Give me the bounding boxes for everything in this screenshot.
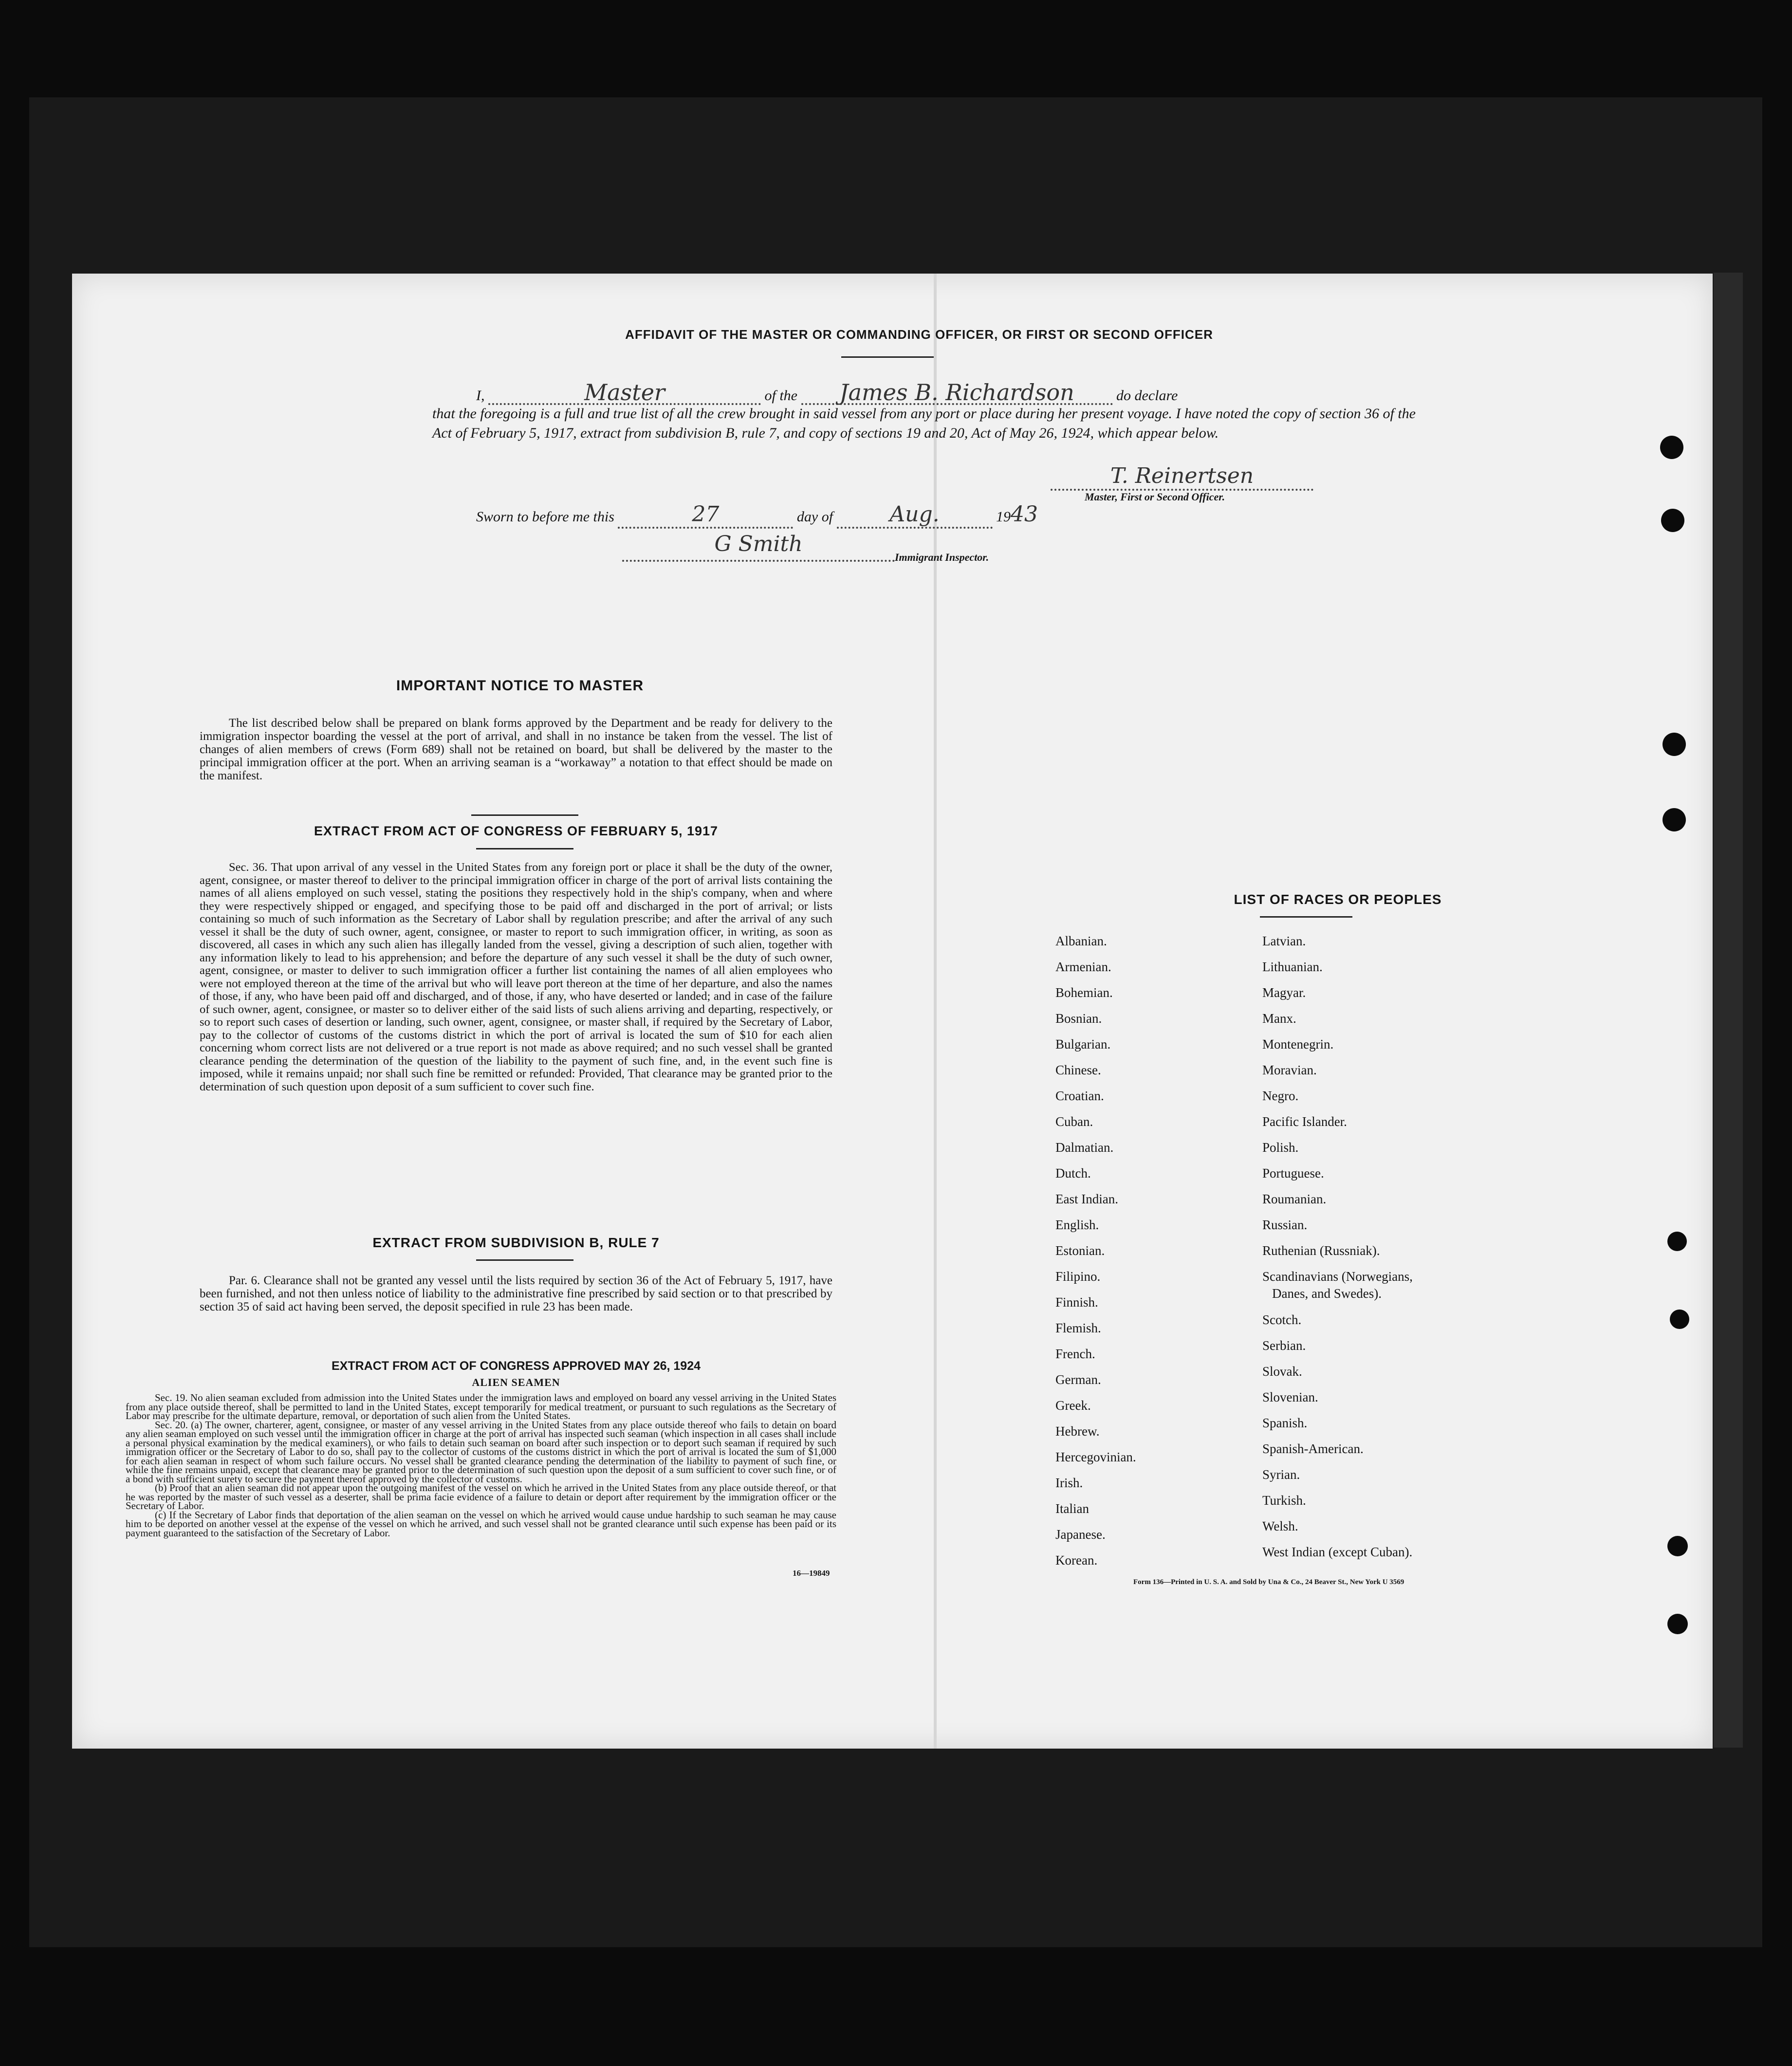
race-item-right: Magyar. — [1262, 985, 1306, 1000]
act-1924-heading: EXTRACT FROM ACT OF CONGRESS APPROVED MAY 26, 1924 — [331, 1359, 701, 1373]
signature-caption: Master, First or Second Officer. — [1085, 491, 1225, 503]
binder-hole — [1670, 1310, 1689, 1329]
race-item-left: Bohemian. — [1055, 985, 1113, 1000]
sworn-prefix: Sworn to before me this — [476, 509, 614, 525]
act-1917-rule — [476, 848, 573, 849]
race-item-left: French. — [1055, 1347, 1095, 1361]
sworn-line — [476, 502, 1038, 529]
race-item-left: Greek. — [1055, 1398, 1091, 1413]
race-item-right: Scotch. — [1262, 1312, 1302, 1327]
day-of-label: day of — [796, 509, 833, 525]
day-handwritten: 27 — [618, 502, 793, 529]
race-item-right: Manx. — [1262, 1011, 1296, 1026]
race-item-left: Bulgarian. — [1055, 1037, 1111, 1051]
race-item-right: Ruthenian (Russniak). — [1262, 1243, 1380, 1258]
race-item-right: Slovak. — [1262, 1364, 1302, 1379]
binder-hole — [1663, 808, 1686, 831]
inspector-signature: G Smith — [622, 532, 895, 562]
act-1917-heading: EXTRACT FROM ACT OF CONGRESS OF FEBRUARY 5, 1917 — [314, 824, 719, 838]
race-item-left: Cuban. — [1055, 1114, 1093, 1129]
race-item-left: Estonian. — [1055, 1243, 1105, 1258]
binder-hole — [1667, 1614, 1688, 1634]
section-19: Sec. 19. No alien seaman excluded from admission into the United States under the immigration laws and employed on board any vessel arriving in the United States from any place outside thereof, shall be permitted to land in the United States, except temporarily for medical treatment, or pursuant to such regulations as the Secretary of Labor may prescribe for the ultimate departure, removal, or deportation of such alien from the United States. — [126, 1392, 836, 1421]
rank-handwritten: Master — [488, 382, 761, 405]
race-item-left: German. — [1055, 1372, 1101, 1387]
affidavit-declaration-line — [476, 379, 1421, 406]
race-item-right: Syrian. — [1262, 1467, 1300, 1482]
year-handwritten: 43 — [1011, 502, 1038, 527]
race-item-right: Russian. — [1262, 1217, 1308, 1232]
races-left-column — [1055, 934, 1136, 1579]
race-item-right: Negro. — [1262, 1088, 1299, 1103]
race-item-right: Scandinavians (Norwegians, — [1262, 1269, 1413, 1284]
binder-hole — [1663, 733, 1686, 756]
race-item-right: Portuguese. — [1262, 1166, 1324, 1181]
inspector-caption: Immigrant Inspector. — [895, 551, 989, 563]
race-item-right: Pacific Islander. — [1262, 1114, 1347, 1129]
section-20c: (c) If the Secretary of Labor finds that deportation of the alien seaman on the vessel on which he arrived would cause undue hardship to such seaman he may cause him to be deported on another vessel at the expense of the vessel on which he arrived, and such vessel shall not be granted clearance until such expense has been paid or its payment guaranteed to the satisfaction of the Secretary of Labor. — [126, 1509, 836, 1539]
printer-footer: Form 136—Printed in U. S. A. and Sold by Una & Co., 24 Beaver St., New York U 3569 — [1133, 1578, 1404, 1586]
race-item-left: Flemish. — [1055, 1321, 1101, 1335]
page-fold — [934, 274, 937, 1749]
race-item-left: Korean. — [1055, 1553, 1098, 1568]
race-item-left: Albanian. — [1055, 934, 1107, 948]
act-1917-body: Sec. 36. That upon arrival of any vessel in the United States from any foreign port or place it shall be the duty of the owner, agent, consignee, or master thereof to deliver to the principal immigration officer in charge of the port of arrival lists containing the names of all aliens employed on such vessel, stating the positions they respectively hold in the ship's company, when and where they were respectively shipped or engaged, and specifying those to be paid off and discharged in the port of arrival; or lists containing so much of such information as the Secretary of Labor shall by regulation prescribe; and after the arrival of any such vessel it shall be the duty of such owner, agent, consignee, or master to report to such immigration officer, in writing, as soon as discovered, all cases in which any such alien has illegally landed from the vessel, giving a description of such alien, together with any information likely to lead to his apprehension; and before the departure of any such vessel it shall be the duty of such owner, agent, consignee, or master to deliver to such immigration officer a further list containing the names of all alien employees who were not employed thereon at the time of the arrival but who will leave port thereon at the time of her departure, and also the names of those, if any, who have been paid off and discharged, and of those, if any, who have deserted or landed; and in case of the failure of such owner, agent, consignee, or master so to deliver either of the said lists of such aliens arriving and departing, respectively, or so to report such cases of desertion or landing, such owner, agent, consignee, or master shall, if required by the Secretary of Labor, pay to the collector of customs of the customs district in which the port of arrival is located the sum of $10 for each alien concerning whom correct lists are not delivered or a true report is not made as above required; and no such vessel shall be granted clearance pending the determination of the question of the liability to the payment of such fine, and, in the event such fine is imposed, while it remains unpaid; nor shall such fine be remitted or refunded: Provided, That clearance may be granted prior to the determination of such question upon deposit of a sum sufficient to cover such fine. — [200, 861, 832, 1093]
race-item-right: Moravian. — [1262, 1063, 1317, 1077]
binder-hole — [1667, 1536, 1688, 1556]
section-20b: (b) Proof that an alien seaman did not appear upon the outgoing manifest of the vessel on which he arrived in the United States from any place outside thereof, or that he was reported by the master of such vessel as a deserter, shall be prima facie evidence of a failure to detain or deport after requirement by the immigration officer or the Secretary of Labor. — [126, 1482, 836, 1512]
race-item-right: Welsh. — [1262, 1519, 1298, 1533]
race-item-right: Lithuanian. — [1262, 959, 1323, 974]
race-item-left: Finnish. — [1055, 1295, 1098, 1310]
race-item-right: Montenegrin. — [1262, 1037, 1334, 1051]
document-page — [72, 274, 1713, 1749]
race-item-left: Bosnian. — [1055, 1011, 1102, 1026]
race-item-right: Spanish-American. — [1262, 1441, 1364, 1456]
race-item-right: Roumanian. — [1262, 1192, 1327, 1206]
races-right-column — [1262, 934, 1413, 1570]
vessel-name-handwritten: James B. Richardson — [801, 382, 1113, 405]
act-1924-body — [126, 1393, 836, 1537]
affidavit-heading: AFFIDAVIT OF THE MASTER OR COMMANDING OFFICER, OR FIRST OR SECOND OFFICER — [625, 327, 1213, 342]
race-item-left: Armenian. — [1055, 959, 1111, 974]
race-item-left: Filipino. — [1055, 1269, 1101, 1284]
declaration-suffix: do declare — [1116, 387, 1178, 404]
notice-heading: IMPORTANT NOTICE TO MASTER — [396, 678, 644, 694]
form-code: 16—19849 — [793, 1568, 830, 1578]
race-item-right: West Indian (except Cuban). — [1262, 1545, 1413, 1559]
race-item-right: Slovenian. — [1262, 1390, 1318, 1404]
paper-edge-shadow — [1714, 273, 1743, 1748]
race-item-right: Latvian. — [1262, 934, 1306, 948]
race-item-left: Italian — [1055, 1501, 1089, 1516]
rule-7-rule — [476, 1259, 573, 1261]
race-item-left: Irish. — [1055, 1476, 1083, 1490]
section-20a: Sec. 20. (a) The owner, charterer, agent, consignee, or master of any vessel arriving in the United States from any place outside thereof who fails to detain on board any alien seaman employed on such vessel until the immigration officer in charge at the port of arrival has inspected such seaman (which inspection in all cases shall include a personal physical examination by the medical examiners), or who fails to detain such seaman on board after such inspection or to deport such seaman if required by such immigration officer or the Secretary of Labor to do so, shall pay to the collector of customs of the customs district in which the port of arrival is located the sum of $1,000 for each alien seaman in respect of whom such failure occurs. No vessel shall be granted clearance pending the determination of the liability to payment of such fine, or while the fine remains unpaid, except that clearance may be granted prior to the determination of such question upon the deposit of a sum sufficient to cover such fine, or of a bond with sufficient surety to secure the payment thereof approved by the collector of customs. — [126, 1419, 836, 1485]
race-item-left: Dalmatian. — [1055, 1140, 1114, 1155]
race-item-right: Turkish. — [1262, 1493, 1306, 1508]
binder-hole — [1661, 509, 1684, 532]
race-item-left: Hercegovinian. — [1055, 1450, 1136, 1464]
race-item-left: Chinese. — [1055, 1063, 1101, 1077]
race-item-left: English. — [1055, 1217, 1099, 1232]
heading-rule — [841, 356, 934, 358]
race-item-left: Dutch. — [1055, 1166, 1091, 1181]
races-heading: LIST OF RACES OR PEOPLES — [1234, 892, 1442, 907]
binder-hole — [1667, 1232, 1687, 1251]
master-signature: T. Reinertsen — [1051, 463, 1313, 491]
race-item-left: Japanese. — [1055, 1527, 1106, 1542]
declaration-of-the: of the — [764, 387, 797, 404]
binder-hole — [1660, 436, 1683, 459]
declaration-prefix: I, — [476, 387, 485, 404]
race-item-left: Hebrew. — [1055, 1424, 1100, 1439]
race-item-right: Spanish. — [1262, 1416, 1308, 1430]
rule-7-body: Par. 6. Clearance shall not be granted any vessel until the lists required by section 36 of the Act of February 5, 1917, have been furnished, and not then unless notice of liability to the administrative fine prescribed by said section or to that prescribed by section 35 of said act having been served, the deposit specified in rule 23 has been made. — [200, 1274, 832, 1313]
race-item-left: East Indian. — [1055, 1192, 1118, 1206]
races-rule — [1260, 916, 1352, 918]
notice-rule — [471, 814, 578, 816]
race-item-right: Serbian. — [1262, 1338, 1306, 1353]
race-item-left: Croatian. — [1055, 1088, 1104, 1103]
affidavit-body: that the foregoing is a full and true list of all the crew brought in said vessel from any port or place during her present voyage. I have noted the copy of section 36 of the Act of February 5, 1917, extract from subdivision B, rule 7, and copy of sections 19 and 20, Act of May 26, 1924, which appear below. — [432, 406, 1416, 441]
year-prefix: 19 — [996, 509, 1011, 525]
notice-body: The list described below shall be prepared on blank forms approved by the Department and be ready for delivery to the immigration inspector boarding the vessel at the port of arrival, and shall in no instance be taken from the vessel. The list of changes of alien members of crews (Form 689) shall not be retained on board, but shall be delivered by the master to the principal immigration officer at the port. When an arriving seaman is a “workaway” a notation to that effect should be made on the manifest. — [200, 717, 832, 782]
race-item-right: Polish. — [1262, 1140, 1299, 1155]
rule-7-heading: EXTRACT FROM SUBDIVISION B, RULE 7 — [372, 1235, 660, 1250]
month-handwritten: Aug. — [837, 502, 993, 529]
alien-seamen-subheading: ALIEN SEAMEN — [472, 1376, 560, 1388]
race-item-right: Danes, and Swedes). — [1272, 1286, 1382, 1301]
